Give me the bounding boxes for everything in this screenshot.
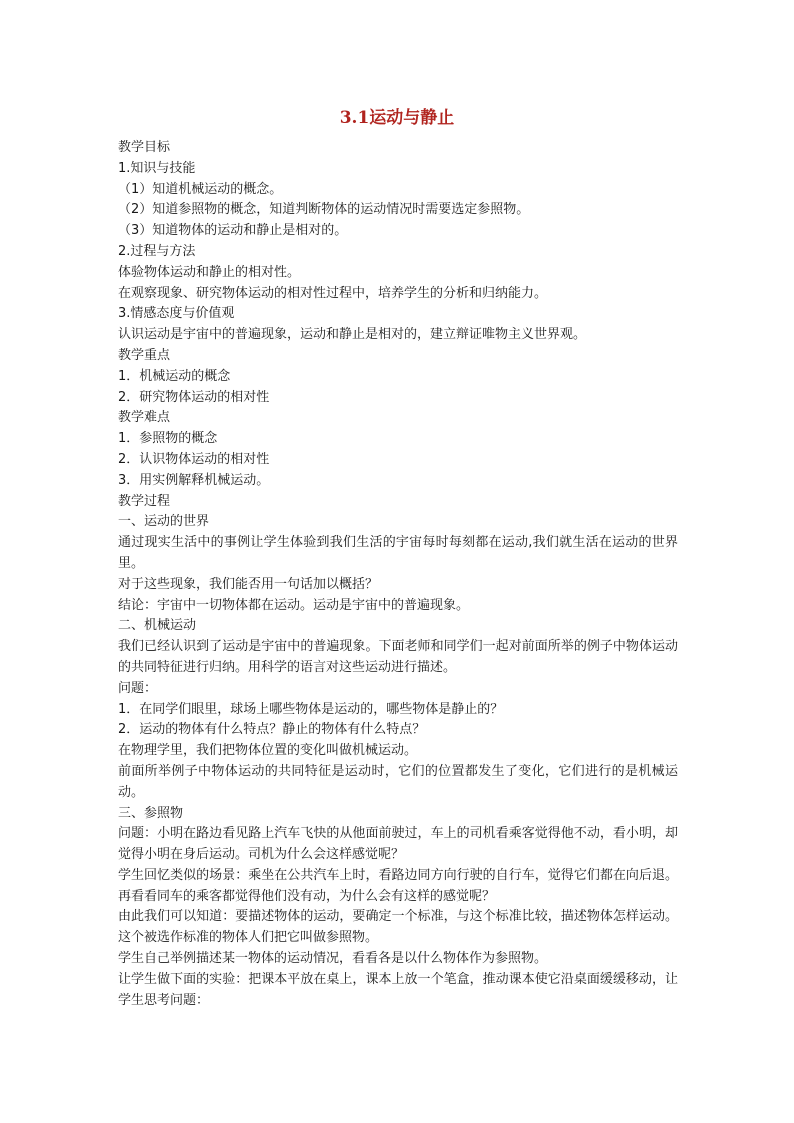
text-line: 教学目标 [118, 140, 171, 155]
text-line: （3）知道物体的运动和静止是相对的。 [118, 223, 348, 239]
paragraph: 学生回忆类似的场景：乘坐在公共汽车上时，看路边同方向行驶的自行车，觉得它们都在向后退。再看看同车的乘客都觉得他们没有动，为什么会有这样的感觉呢？ [118, 867, 678, 904]
text-line: 1.知识与技能 [118, 160, 196, 176]
text-line: 学生自己举例描述某一物体的运动情况，看看各是以什么物体作为参照物。 [118, 951, 548, 967]
text-line: 在观察现象、研究物体运动的相对性过程中，培养学生的分析和归纳能力。 [118, 285, 548, 301]
text-line: 2．运动的物体有什么特点？静止的物体有什么特点？ [118, 722, 426, 738]
paragraph: 让学生做下面的实验：把课本平放在桌上，课本上放一个笔盒，推动课本使它沿桌面缓缓移动，让学生思考问题： [118, 971, 678, 1008]
text-line: （2）知道参照物的概念，知道判断物体的运动情况时需要选定参照物。 [118, 202, 530, 218]
paragraph: 由此我们可以知道：要描述物体的运动，要确定一个标准，与这个标准比较，描述物体怎样运动。这个被选作标准的物体人们把它叫做参照物。 [118, 909, 678, 946]
text-line: 2.过程与方法 [118, 243, 196, 259]
text-line: 问题： [118, 680, 158, 696]
document-body [118, 138, 678, 1011]
text-line: 1．机械运动的概念 [118, 368, 231, 384]
paragraph: 前面所举例子中物体运动的共同特征是运动时，它们的位置都发生了变化，它们进行的是机械运动。 [118, 763, 678, 800]
text-line: 2．认识物体运动的相对性 [118, 451, 270, 467]
paragraph: 问题：小明在路边看见路上汽车飞快的从他面前驶过，车上的司机看乘客觉得他不动，看小明，却觉得小明在身后运动。司机为什么会这样感觉呢？ [118, 826, 678, 863]
text-line: 教学过程 [118, 493, 171, 509]
text-line: 教学难点 [118, 410, 171, 426]
text-line: 1．参照物的概念 [118, 431, 218, 447]
document-title: 3.1运动与静止 [339, 108, 455, 128]
paragraph: 我们已经认识到了运动是宇宙中的普遍现象。下面老师和同学们一起对前面所举的例子中物体运动的共同特征进行归纳。用科学的语言对这些运动进行描述。 [118, 639, 678, 675]
text-line: 结论：宇宙中一切物体都在运动。运动是宇宙中的普遍现象。 [118, 597, 470, 613]
text-line: （1）知道机械运动的概念。 [118, 181, 283, 197]
text-line: 教学重点 [118, 347, 171, 363]
text-line: 认识运动是宇宙中的普遍现象，运动和静止是相对的，建立辩证唯物主义世界观。 [118, 327, 587, 343]
text-line: 三、参照物 [118, 805, 184, 821]
text-line: 体验物体运动和静止的相对性。 [118, 264, 301, 280]
text-line: 一、运动的世界 [118, 514, 210, 530]
text-line: 3.情感态度与价值观 [118, 306, 235, 322]
text-line: 1．在同学们眼里，球场上哪些物体是运动的，哪些物体是静止的？ [118, 701, 504, 717]
text-line: 2．研究物体运动的相对性 [118, 389, 270, 405]
text-line: 二、机械运动 [118, 618, 197, 634]
text-line: 在物理学里，我们把物体位置的变化叫做机械运动。 [118, 743, 418, 759]
paragraph: 通过现实生活中的事例让学生体验到我们生活的宇宙每时每刻都在运动,我们就生活在运动的世界里。 [118, 535, 678, 571]
text-line: 对于这些现象，我们能否用一句话加以概括？ [118, 576, 379, 592]
text-line: 3．用实例解释机械运动。 [118, 472, 270, 488]
